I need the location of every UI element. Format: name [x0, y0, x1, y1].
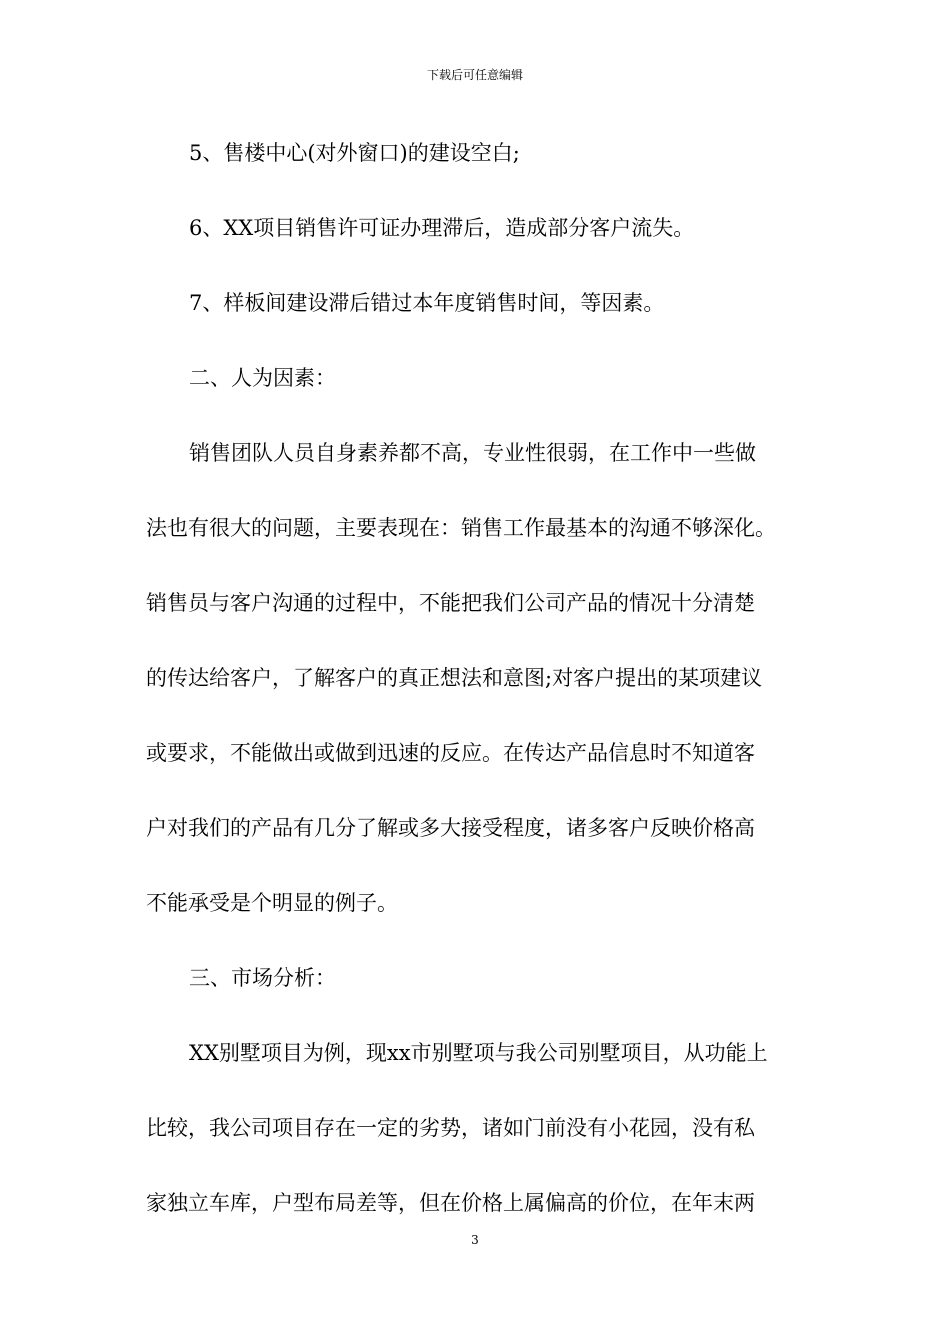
list-item: 5、售楼中心(对外窗口)的建设空白; — [189, 141, 520, 165]
page-number: 3 — [471, 1233, 479, 1247]
paragraph-line: 销售员与客户沟通的过程中，不能把我们公司产品的情况十分清楚 — [146, 591, 755, 615]
paragraph-line: 销售团队人员自身素养都不高，专业性很弱，在工作中一些做 — [189, 441, 756, 465]
page-header: 下载后可任意编辑 — [426, 68, 523, 82]
paragraph-line: 户对我们的产品有几分了解或多大接受程度，诸多客户反映价格高 — [146, 816, 755, 840]
list-item: 7、样板间建设滞后错过本年度销售时间，等因素。 — [189, 291, 665, 315]
paragraph-line: XX别墅项目为例，现xx市别墅项与我公司别墅项目，从功能上 — [189, 1041, 768, 1065]
paragraph-line: 比较，我公司项目存在一定的劣势，诸如门前没有小花园，没有私 — [146, 1116, 755, 1140]
paragraph-line: 不能承受是个明显的例子。 — [146, 891, 398, 915]
list-item: 6、XX项目销售许可证办理滞后，造成部分客户流失。 — [189, 216, 695, 240]
paragraph-line: 法也有很大的问题，主要表现在：销售工作最基本的沟通不够深化。 — [146, 516, 776, 540]
paragraph-line: 的传达给客户，了解客户的真正想法和意图;对客户提出的某项建议 — [146, 666, 763, 690]
paragraph-line: 或要求，不能做出或做到迅速的反应。在传达产品信息时不知道客 — [146, 741, 755, 765]
section-heading: 三、市场分析： — [189, 966, 336, 990]
section-heading: 二、人为因素： — [189, 366, 336, 390]
paragraph-line: 家独立车库，户型布局差等，但在价格上属偏高的价位，在年末两 — [146, 1191, 755, 1215]
